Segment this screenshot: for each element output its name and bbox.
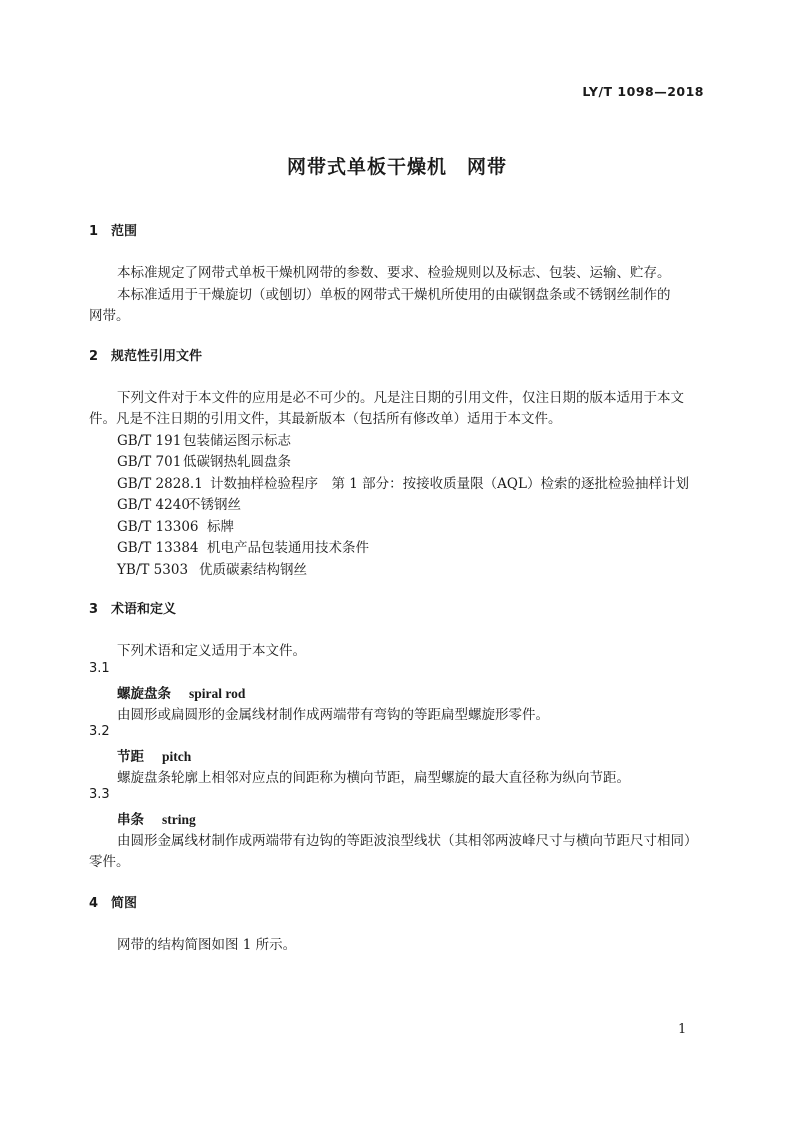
reference-title: 低碳钢热轧圆盘条 <box>183 454 291 470</box>
reference-code: GB/T 2828.1 <box>117 476 203 492</box>
reference-title: 优质碳素结构钢丝 <box>199 562 307 578</box>
scope-paragraph-1: 本标准规定了网带式单板干燥机网带的参数、要求、检验规则以及标志、包装、运输、贮存。 <box>117 265 671 281</box>
term-en: pitch <box>162 749 192 764</box>
section-1-heading <box>89 220 137 239</box>
reference-title: 机电产品包装通用技术条件 <box>207 540 369 556</box>
reference-item <box>117 493 241 513</box>
reference-title: 不锈钢丝 <box>187 497 241 513</box>
reference-item <box>117 429 291 449</box>
section-title: 简图 <box>111 896 138 911</box>
term-definition: 螺旋盘条轮廓上相邻对应点的间距称为横向节距，扁型螺旋的最大直径称为纵向节距。 <box>117 770 630 786</box>
term-en: string <box>162 812 196 827</box>
term-number: 3.1 <box>89 661 110 676</box>
section-2-heading <box>89 345 202 364</box>
term-number: 3.3 <box>89 787 110 802</box>
standard-code: LY/T 1098—2018 <box>582 84 704 99</box>
term-zh: 螺旋盘条 <box>117 686 171 702</box>
reference-code: GB/T 701 <box>117 454 182 470</box>
reference-code: GB/T 191 <box>117 433 182 449</box>
reference-item <box>117 536 369 556</box>
scope-paragraph-2: 本标准适用于干燥旋切（或刨切）单板的网带式干燥机所使用的由碳钢盘条或不锈钢丝制作的 <box>117 287 671 303</box>
page-number: 1 <box>678 1022 687 1037</box>
reference-code: GB/T 13384 <box>117 540 199 556</box>
reference-item <box>117 558 307 578</box>
term-zh: 节距 <box>117 749 144 765</box>
reference-title: 包装储运图示标志 <box>183 433 291 449</box>
reference-code: GB/T 13306 <box>117 519 199 535</box>
references-intro-cont: 件。凡是不注日期的引用文件，其最新版本（包括所有修改单）适用于本文件。 <box>89 411 562 427</box>
term-definition: 由圆形或扁圆形的金属线材制作成两端带有弯钩的等距扁型螺旋形零件。 <box>117 707 549 723</box>
term-definition: 由圆形金属线材制作成两端带有边钩的等距波浪型线状（其相邻两波峰尺寸与横向节距尺寸相同） <box>117 833 698 849</box>
section-number: 1 <box>89 224 99 239</box>
document-title: 网带式单板干燥机 网带 <box>286 156 507 178</box>
reference-title: 标牌 <box>207 519 234 535</box>
reference-code: GB/T 4240 <box>117 497 190 513</box>
section-title: 术语和定义 <box>111 602 177 617</box>
reference-title: 计数抽样检验程序 第 1 部分：按接收质量限（AQL）检索的逐批检验抽样计划 <box>210 476 689 492</box>
section-title: 范围 <box>111 224 138 239</box>
section-number: 3 <box>89 602 99 617</box>
terms-intro: 下列术语和定义适用于本文件。 <box>117 643 306 659</box>
reference-item <box>117 450 291 470</box>
term-title <box>117 682 245 702</box>
section-3-heading <box>89 598 176 617</box>
section-title: 规范性引用文件 <box>111 349 203 364</box>
reference-code: YB/T 5303 <box>117 562 189 578</box>
scope-paragraph-2-cont: 网带。 <box>89 308 130 324</box>
section-number: 4 <box>89 896 99 911</box>
term-title <box>117 808 196 828</box>
term-definition-cont: 零件。 <box>89 854 130 870</box>
term-title <box>117 745 191 765</box>
term-zh: 串条 <box>117 812 144 828</box>
section-4-heading <box>89 892 137 911</box>
term-en: spiral rod <box>189 686 246 701</box>
diagram-paragraph: 网带的结构简图如图 1 所示。 <box>117 937 297 953</box>
section-number: 2 <box>89 349 99 364</box>
term-number: 3.2 <box>89 724 110 739</box>
reference-item <box>117 472 689 492</box>
reference-item <box>117 515 234 535</box>
references-intro: 下列文件对于本文件的应用是必不可少的。凡是注日期的引用文件，仅注日期的版本适用于本文 <box>117 390 684 406</box>
